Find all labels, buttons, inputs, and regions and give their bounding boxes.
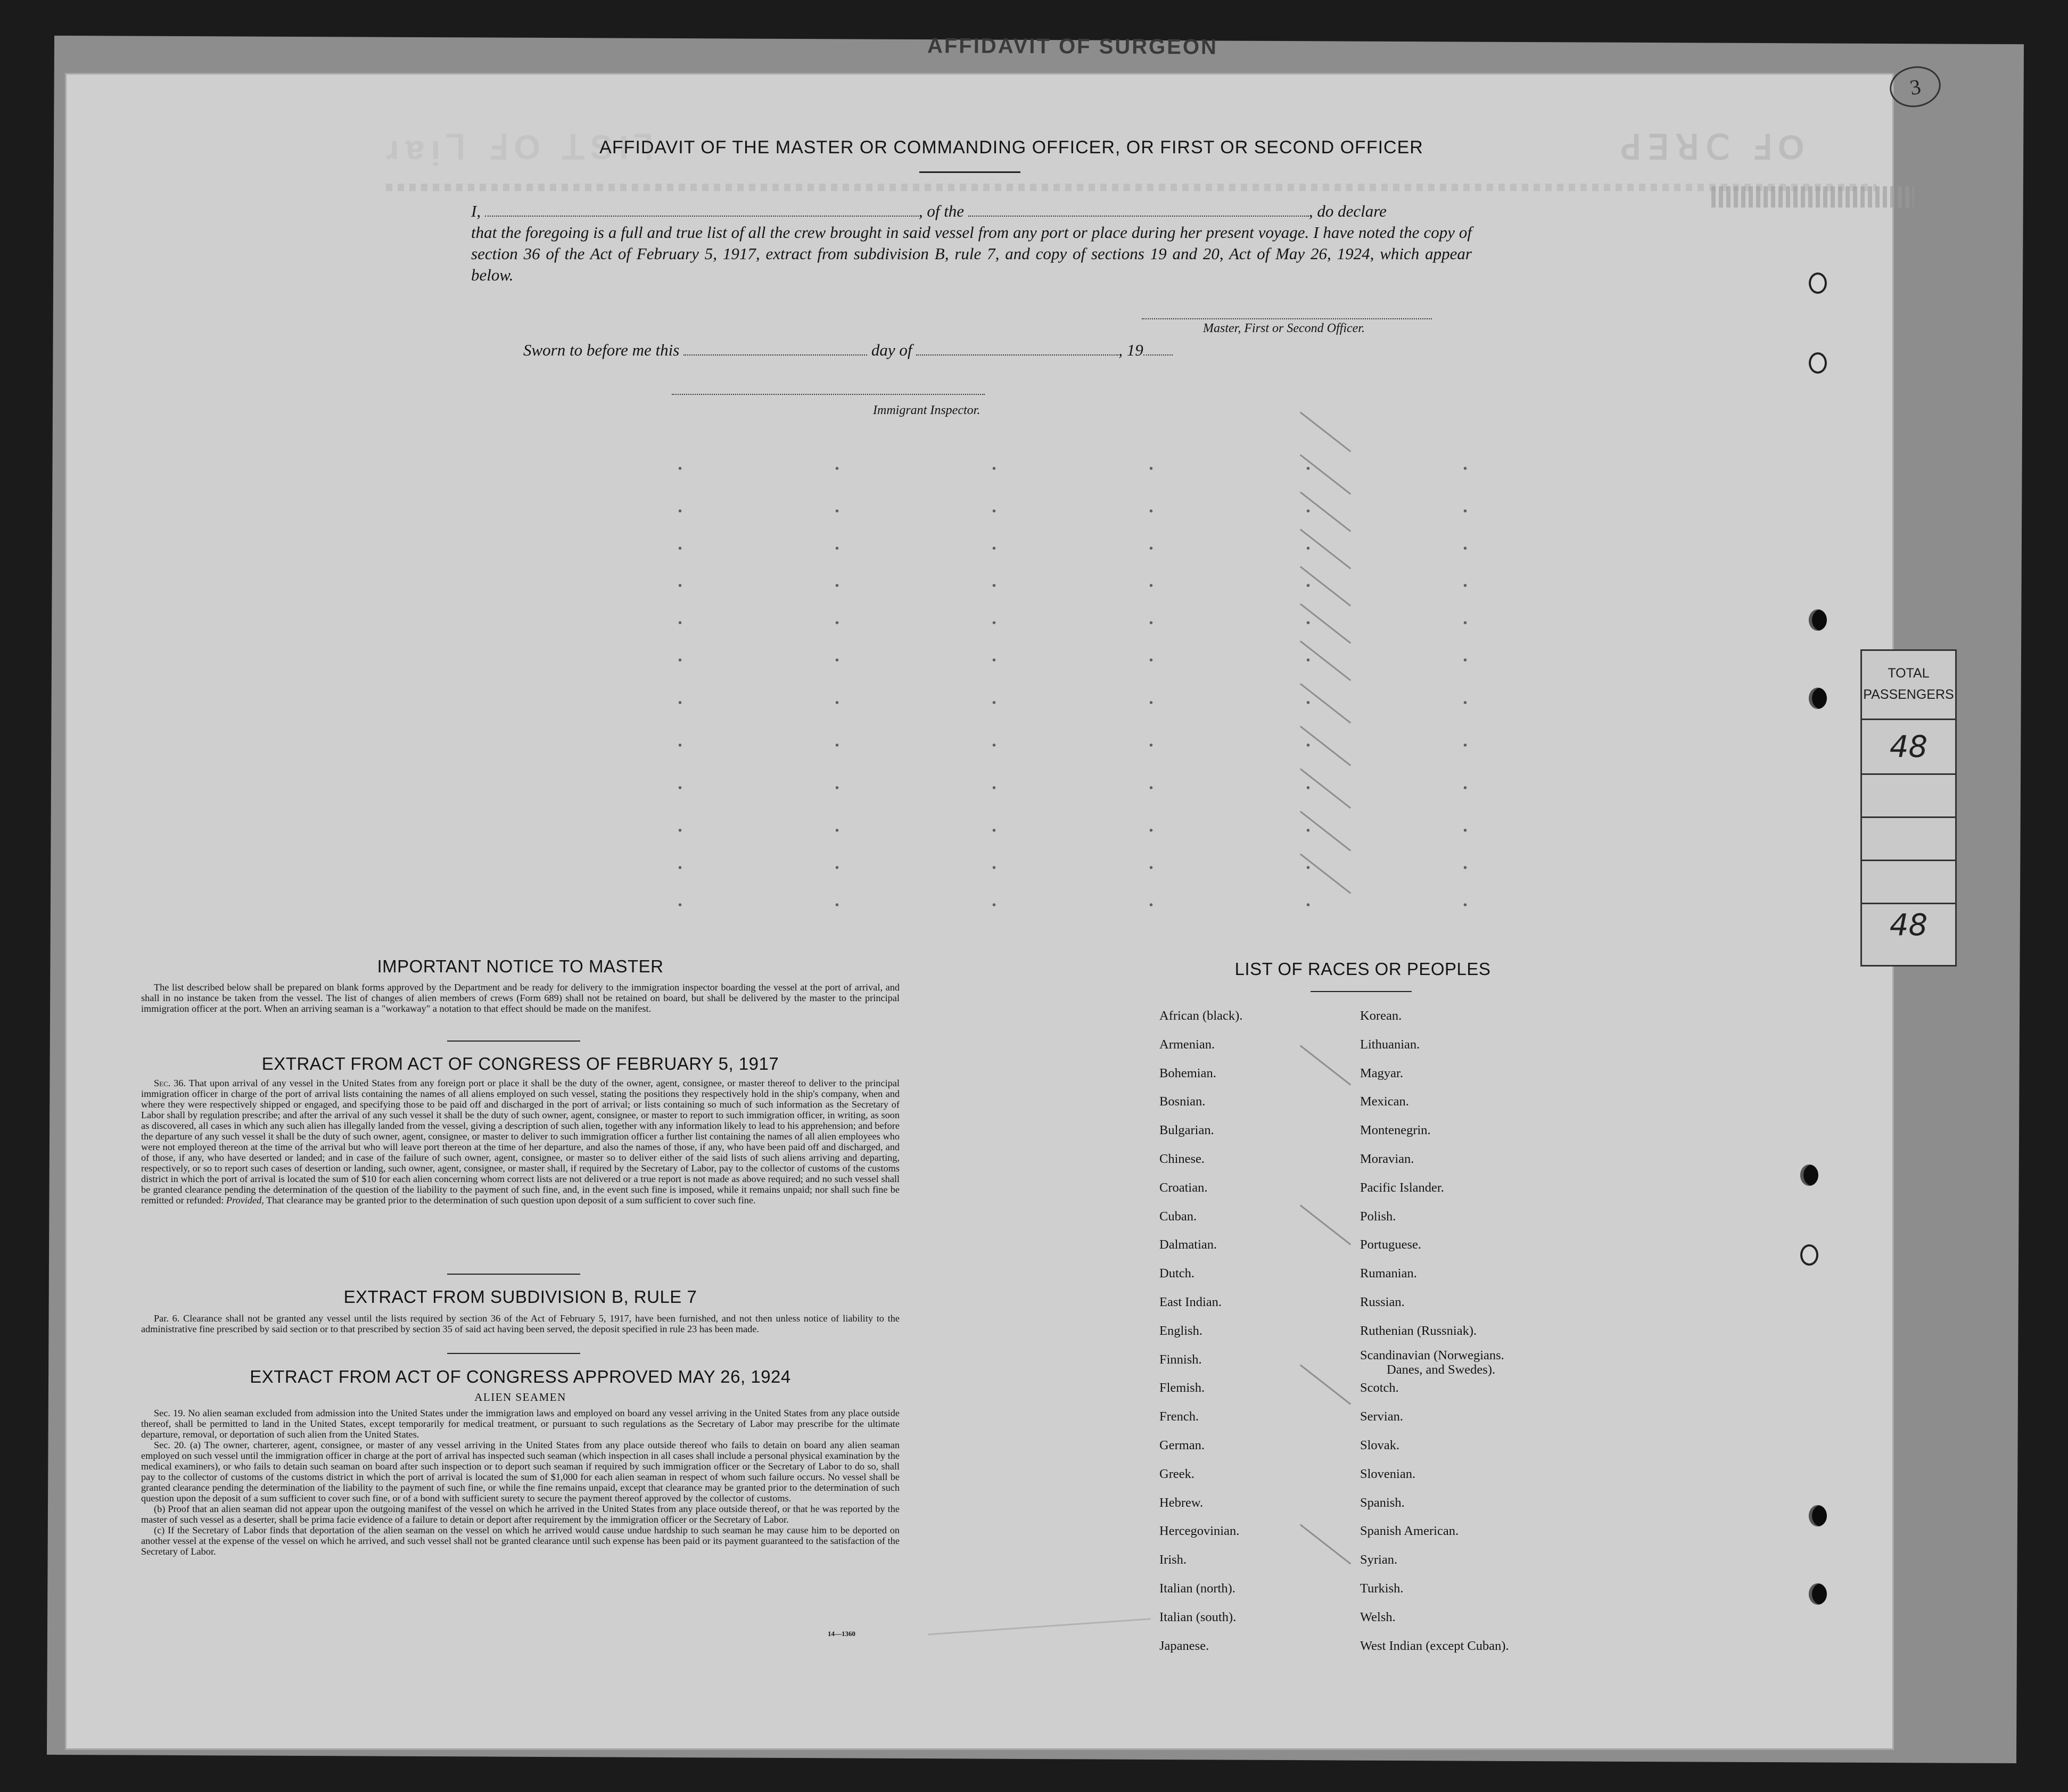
inspector-signature-label: Immigrant Inspector. — [873, 403, 981, 417]
ledger-dot-row — [602, 509, 1613, 513]
ledger-dot-row — [602, 658, 1613, 662]
ledger-dot-row — [602, 701, 1613, 704]
section-rule — [447, 1353, 580, 1354]
race-item: Flemish. — [1159, 1381, 1205, 1395]
race-item — [1360, 1467, 1415, 1482]
total-cell-empty — [1862, 775, 1955, 818]
race-item: Dalmatian. — [1159, 1237, 1217, 1252]
section-rule — [447, 1040, 580, 1042]
race-item: Chinese. — [1159, 1152, 1205, 1166]
race-item-label: Mexican. — [1360, 1094, 1409, 1109]
ledger-dot-row — [602, 584, 1613, 587]
affidavit-text: that the foregoing is a full and true list of all the crew brought in said vessel from any port or place during her present voyage. I have noted the copy of section 36 of the Act of February 5, 1917, extract from subdivision B, rule 7, and copy of sections 19 and 20, Act of May 26, 1924, which appear below. — [471, 223, 1472, 284]
total-cell-top — [1862, 720, 1955, 775]
race-item: Japanese. — [1159, 1638, 1209, 1653]
race-item — [1360, 1123, 1431, 1138]
race-item: Bulgarian. — [1159, 1123, 1214, 1138]
race-item — [1360, 1266, 1417, 1281]
race-item-label: Scotch. — [1360, 1381, 1399, 1395]
total-cell-empty — [1862, 861, 1955, 904]
race-item-label: Korean. — [1360, 1009, 1402, 1023]
sworn-month-field[interactable] — [916, 341, 1118, 356]
races-title: LIST OF RACES OR PEOPLES — [1234, 959, 1491, 979]
binder-hole — [1800, 1244, 1818, 1266]
sworn-year-field[interactable] — [1143, 341, 1173, 356]
race-item — [1360, 1295, 1405, 1310]
sworn-year-prefix: , 19 — [1118, 341, 1143, 359]
extract-rule7-title: EXTRACT FROM SUBDIVISION B, RULE 7 — [343, 1287, 697, 1307]
background-sheet-title: AFFIDAVIT OF SURGEON — [927, 34, 1218, 59]
total-cell-bottom — [1862, 904, 1955, 946]
ledger-dot-row — [602, 467, 1613, 470]
race-item-label: Lithuanian. — [1360, 1037, 1420, 1052]
sec-36-text: That upon arrival of any vessel in the United States from any foreign port or place it shall be the duty of the owner, agent, consignee, or master thereof to deliver to the principal immigration officer in charge of the port of arrival lists containing the names of all aliens employed on such vessel, stating the positions they respectively hold in the ship's company, when and where they were respectively shipped or engaged, and specifying those to be paid off and discharged in the port of arrival; or lists containing so much of such information as the Secretary of Labor shall by regulation prescribe; and after the arrival of any such vessel it shall be the duty of such owner, agent, consignee, or master to report to such immigration officer, in writing, as soon as discovered, all cases in which any such alien has illegally landed from the vessel, giving a description of such alien, together with any information likely to lead to his apprehension; and before the departure of any such vessel it shall be the duty of such owner, agent, consignee, or master to deliver to such immigration officer a further list containing the names of all alien employees who were not employed thereon at the time of the arrival but who will leave port thereon at the time of her departure, and also the names of those, if any, who have been paid off and discharged, and of those, if any, who have deserted or landed; and in case of the failure of such owner, agent, consignee, or master so to deliver either of the said lists of such aliens arriving and departing, respectively, or so to report such cases of desertion or landing, such owner, agent, consignee, or master shall, if required by the Secretary of Labor, pay to the collector of customs of the customs district in which the port of arrival is located the sum of $10 for each alien concerning whom correct lists are not delivered or a true report is not made as above required; and no such vessel shall be granted clearance pending the determination of the question of the liability to the payment of such fine, and, in the event such fine is imposed, while it remains unpaid; nor shall such fine be remitted or refunded: — [141, 1078, 900, 1205]
race-item: Italian (south). — [1159, 1609, 1237, 1624]
race-item — [1360, 1610, 1396, 1625]
extract-1924-text — [141, 1408, 900, 1557]
extract-1924-title: EXTRACT FROM ACT OF CONGRESS APPROVED MAY 26, 1924 — [250, 1367, 791, 1386]
race-item — [1360, 1237, 1421, 1252]
affidavit-declare: , do declare — [1308, 202, 1387, 220]
total-header-line1: TOTAL — [1888, 666, 1930, 681]
race-item — [1360, 1324, 1477, 1339]
race-item — [1360, 1009, 1402, 1023]
notice-paragraph: The list described below shall be prepared on blank forms approved by the Department and be ready for delivery to the immigration inspector boarding the vessel at the port of arrival, and shall in no instance be taken from the vessel. The list of changes of alien members of crews (Form 689) shall not be retained on board, but shall be delivered by the master to the principal immigration officer at the port. When an arriving seaman is a "workaway" a notation to that effect should be made on the manifest. — [141, 982, 900, 1014]
race-item-label: Moravian. — [1360, 1152, 1414, 1166]
rule7-paragraph: Par. 6. Clearance shall not be granted any vessel until the lists required by section 36 of the Act of February 5, 1917, have been furnished, and not then unless notice of liability to the administrative fine prescribed by said section or to that prescribed by section 35 of said act having been served, the deposit specified in rule 23 has been made. — [141, 1313, 900, 1334]
officer-name-field[interactable] — [485, 202, 919, 217]
race-item — [1360, 1496, 1405, 1510]
race-item — [1360, 1552, 1397, 1567]
notice-text — [141, 982, 900, 1014]
race-item-label: Ruthenian (Russniak). — [1360, 1323, 1477, 1338]
extract-1917-text — [141, 1078, 900, 1205]
sec-20a-paragraph: Sec. 20. (a) The owner, charterer, agent, consignee, or master of any vessel arriving in the United States from any place outside thereof who fails to detain on board any alien seaman employed on such vessel until the immigration officer in charge at the port of arrival has inspected such seaman (which inspection in all cases shall include a personal physical examination by the medical examiners), or who fails to detain such seaman on board after such inspection or to deport such seaman if required by such immigration officer or the Secretary of Labor to do so, shall pay to the collector of customs of the customs district in which the port of arrival is located the sum of $1,000 for each alien seaman in respect of whom such failure occurs. No vessel shall be granted clearance pending the determination of the liability to the payment of such fine, or while the fine remains unpaid, except that clearance may be granted prior to the determination of such question upon the deposit of a sum sufficient to cover such fine, or of a bond with sufficient surety to secure the payment thereof approved by the collector of customs. — [141, 1440, 900, 1504]
race-item: Hercegovinian. — [1159, 1524, 1240, 1539]
total-passengers-box — [1860, 649, 1957, 967]
ledger-dot-row — [602, 786, 1613, 789]
affidavit-body — [471, 201, 1472, 286]
sec-20b-paragraph: (b) Proof that an alien seaman did not appear upon the outgoing manifest of the vessel on which he arrived in the United States from any place outside thereof, or that he was reported by the master of such vessel as a deserter, shall be prima facie evidence of a failure to detain or deport after requirement by the immigration officer or the Secretary of Labor. — [141, 1504, 900, 1525]
ghost-text-right: ꓒꓱꓤꓚ ꓞO — [1621, 128, 1811, 167]
alien-seamen-subtitle: ALIEN SEAMEN — [474, 1391, 566, 1403]
race-item — [1360, 1037, 1420, 1052]
race-item-label: Slovenian. — [1360, 1466, 1416, 1481]
race-item-label: Portuguese. — [1360, 1237, 1421, 1252]
race-item: Croatian. — [1159, 1180, 1208, 1195]
master-signature-label: Master, First or Second Officer. — [1203, 321, 1365, 335]
total-value-handwritten: 48 — [1889, 907, 1928, 943]
sworn-prefix: Sworn to before me this — [523, 341, 680, 359]
race-item-continuation: Danes, and Swedes). — [1387, 1362, 1496, 1377]
ghost-text-left: ɹɐᴉꓶ ꓞO ꓕSIꓶ — [386, 128, 661, 167]
form-number: 14—1360 — [828, 1630, 855, 1638]
extract-1917-title: EXTRACT FROM ACT OF CONGRESS OF FEBRUARY 5, 1917 — [261, 1054, 779, 1073]
race-item — [1360, 1381, 1399, 1395]
total-cell-empty — [1862, 818, 1955, 861]
sec-20c-paragraph: (c) If the Secretary of Labor finds that deportation of the alien seaman on the vessel on which he arrived would cause undue hardship to such seaman he may cause him to be deported on another vessel at the expense of the vessel on which he arrived, and such vessel shall not be granted clearance until such expense has been paid or its payment guaranteed to the satisfaction of the Secretary of Labor. — [141, 1525, 900, 1557]
ledger-dot-row — [602, 829, 1613, 832]
sec-19-paragraph: Sec. 19. No alien seaman excluded from admission into the United States under the immigration laws and employed on board any vessel arriving in the United States from any place outside thereof, shall be permitted to land in the United States, except temporarily for medical treatment, or pursuant to such regulations as the Secretary of Labor may prescribe for the ultimate departure, removal, or deportation of such alien from the United States. — [141, 1408, 900, 1440]
race-item: Bosnian. — [1159, 1094, 1206, 1109]
proviso-text: That clearance may be granted prior to the determination of such question upon deposit of a sum sufficient to cover such fine. — [266, 1195, 756, 1205]
race-item-label: Rumanian. — [1360, 1266, 1417, 1281]
race-item: German. — [1159, 1438, 1205, 1452]
proviso-label: Provided, — [226, 1195, 264, 1205]
race-item: Irish. — [1159, 1552, 1187, 1567]
binder-hole — [1809, 352, 1827, 374]
total-passengers-header — [1862, 651, 1955, 720]
binder-hole — [1809, 688, 1827, 709]
binder-hole — [1809, 1583, 1827, 1605]
race-item: Cuban. — [1159, 1209, 1197, 1224]
master-signature-line[interactable] — [1142, 318, 1432, 319]
bleed-through-line — [386, 184, 1876, 191]
inspector-signature-line[interactable] — [672, 394, 985, 395]
races-title-rule — [1311, 991, 1412, 992]
total-value-handwritten: 48 — [1889, 729, 1928, 764]
binder-hole — [1809, 609, 1827, 631]
race-item-label: Turkish. — [1360, 1581, 1404, 1596]
ghost-stamp — [1711, 186, 1914, 208]
race-item-label: Polish. — [1360, 1209, 1396, 1224]
binder-hole — [1809, 1505, 1827, 1526]
race-item — [1360, 1066, 1403, 1081]
race-item: English. — [1159, 1323, 1202, 1338]
race-item — [1360, 1180, 1444, 1195]
affidavit-title: AFFIDAVIT OF THE MASTER OR COMMANDING OFFICER, OR FIRST OR SECOND OFFICER — [599, 137, 1423, 158]
notice-title: IMPORTANT NOTICE TO MASTER — [377, 956, 664, 976]
race-item: Greek. — [1159, 1466, 1194, 1481]
race-item-label: Pacific Islander. — [1360, 1180, 1444, 1195]
race-item-label: Scandinavian (Norwegians. — [1360, 1348, 1504, 1362]
race-item — [1360, 1348, 1504, 1377]
race-item-label: Welsh. — [1360, 1609, 1396, 1624]
race-item-label: Montenegrin. — [1360, 1123, 1431, 1138]
race-item: African (black). — [1159, 1009, 1243, 1023]
race-item: East Indian. — [1159, 1295, 1222, 1309]
ledger-dot-row — [602, 866, 1613, 869]
race-item: Hebrew. — [1159, 1495, 1204, 1510]
race-item — [1360, 1639, 1509, 1654]
page-number-mark: 3 — [1886, 62, 1944, 111]
race-item: French. — [1159, 1409, 1199, 1424]
race-item-label: Servian. — [1360, 1409, 1403, 1424]
vessel-name-field[interactable] — [968, 202, 1309, 217]
ledger-dot-row — [602, 547, 1613, 550]
race-item — [1360, 1524, 1459, 1539]
affidavit-title-rule — [919, 171, 1020, 173]
race-item-label: Spanish American. — [1360, 1524, 1459, 1539]
race-item-label: West Indian (except Cuban). — [1360, 1638, 1509, 1653]
affidavit-of-the: , of the — [918, 202, 965, 220]
race-item: Italian (north). — [1159, 1581, 1235, 1596]
race-item: Finnish. — [1159, 1352, 1202, 1367]
sec-36-label: Sec. 36. — [154, 1078, 186, 1088]
sworn-line — [523, 341, 1173, 360]
race-item — [1360, 1209, 1396, 1224]
sworn-day-field[interactable] — [683, 341, 867, 356]
race-item — [1360, 1152, 1414, 1167]
race-item-label: Spanish. — [1360, 1495, 1405, 1510]
race-item-label: Syrian. — [1360, 1552, 1398, 1567]
race-item — [1360, 1438, 1399, 1453]
binder-hole — [1809, 272, 1827, 294]
race-item: Bohemian. — [1159, 1066, 1216, 1080]
race-item: Dutch. — [1159, 1266, 1194, 1281]
race-item — [1360, 1094, 1409, 1109]
ledger-dot-row — [602, 903, 1613, 906]
race-item — [1360, 1409, 1403, 1424]
race-item — [1360, 1581, 1403, 1596]
ledger-dot-row — [602, 621, 1613, 624]
binder-hole — [1800, 1165, 1818, 1186]
section-rule — [447, 1274, 580, 1275]
race-item: Armenian. — [1159, 1037, 1215, 1052]
race-item-label: Slovak. — [1360, 1438, 1400, 1452]
affidavit-i: I, — [471, 202, 481, 220]
ledger-dot-row — [602, 744, 1613, 747]
sworn-day-of: day of — [871, 341, 912, 359]
extract-rule7-text — [141, 1313, 900, 1334]
race-item-label: Russian. — [1360, 1295, 1405, 1309]
total-header-line2: PASSENGERS — [1863, 687, 1954, 702]
race-item-label: Magyar. — [1360, 1066, 1403, 1080]
